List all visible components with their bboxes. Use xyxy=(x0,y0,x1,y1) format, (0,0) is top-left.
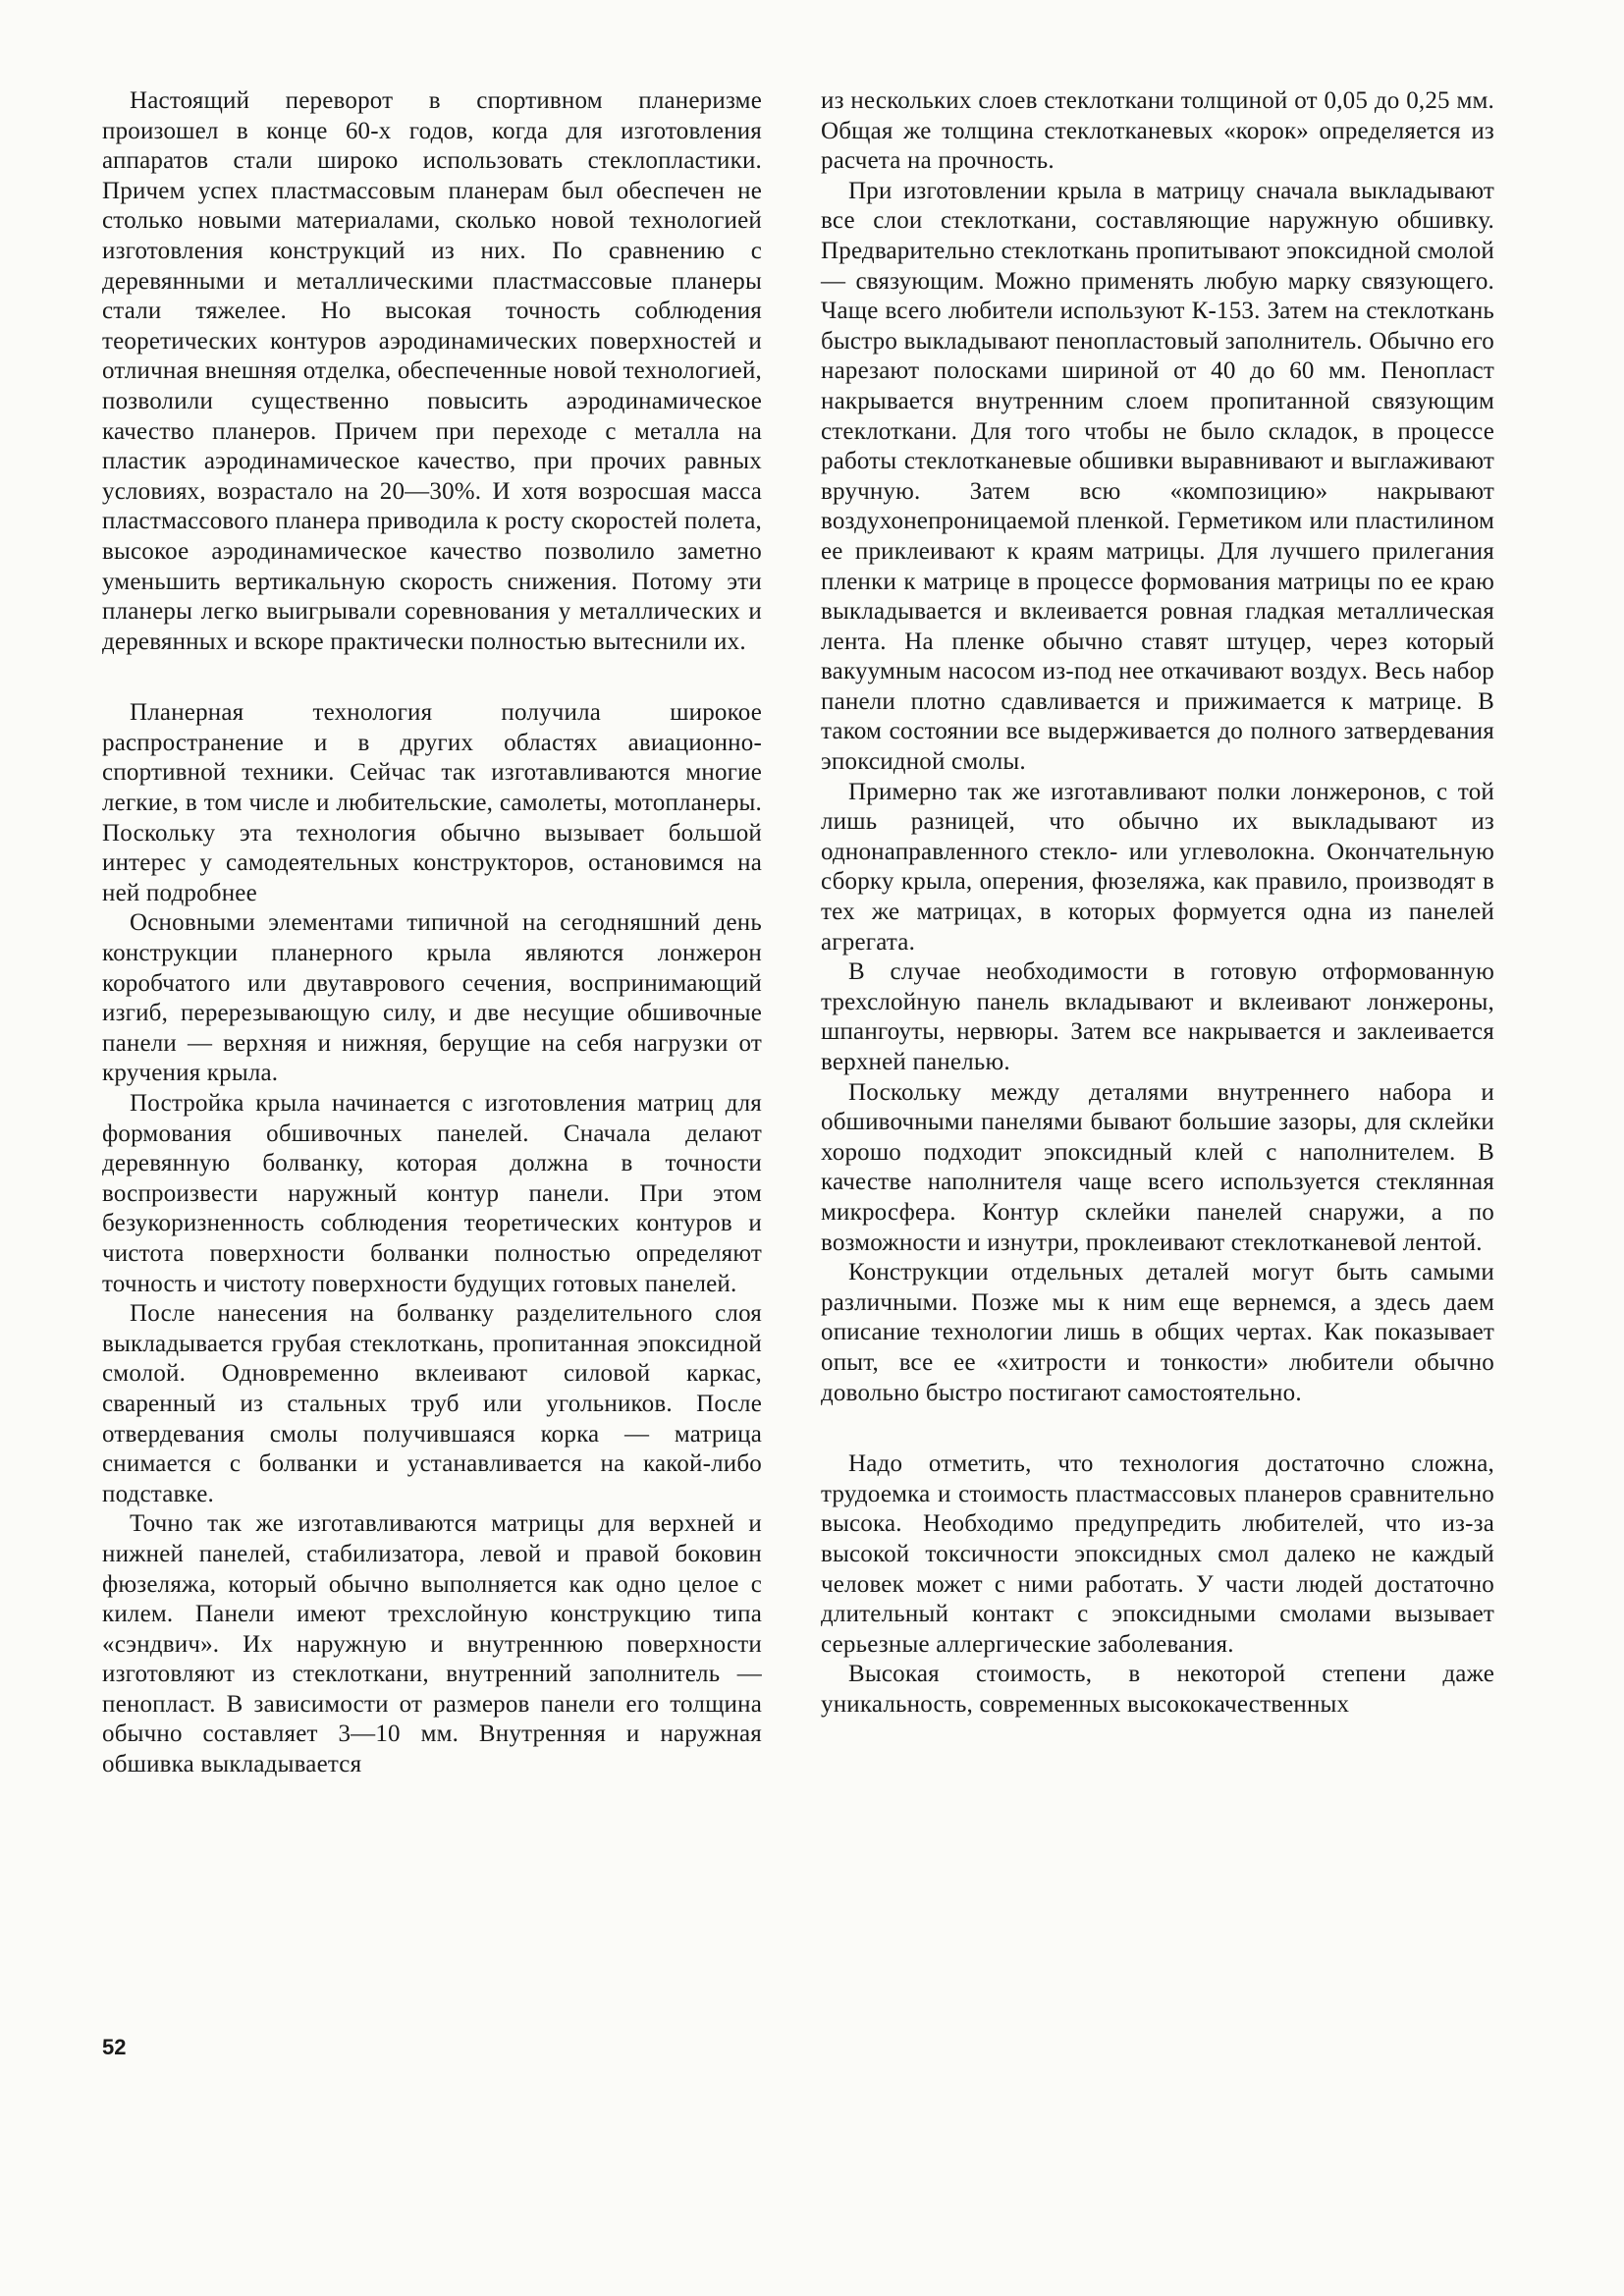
section-gap xyxy=(821,1408,1494,1449)
paragraph: Высокая стоимость, в некоторой степени даже уникальность, современных высококачественных xyxy=(821,1661,1494,1718)
right-column xyxy=(821,86,1494,1720)
paragraph: Поскольку между деталями внутреннего набора и обшивочными панелями бывают большие зазоры, для склейки хорошо подходит эпоксидный клей с наполнителем. В качестве наполнителя чаще всего используется стеклянная микросфера. Контур склейки панелей снаружи, а по возможности и изнутри, проклеивают стеклотканевой лентой. xyxy=(821,1078,1494,1256)
section-gap xyxy=(102,657,762,698)
paragraph: Основными элементами типичной на сегодняшний день конструкции планерного крыла являются лонжерон коробчатого или двутаврового сечения, воспринимающий изгиб, перерезывающую силу, и две несущие обшивочные панели — верхняя и нижняя, берущие на себя нагрузки от кручения крыла. xyxy=(102,909,762,1087)
paragraph: Постройка крыла начинается с изготовления матриц для формования обшивочных панелей. Сначала делают деревянную болванку, которая должна в точности воспроизвести наружный контур панели. При этом безукоризненность соблюдения теоретических контуров и чистота поверхности болванки полностью определяют точность и чистоту поверхности будущих готовых панелей. xyxy=(102,1090,762,1297)
left-column xyxy=(102,86,762,1780)
paragraph: При изготовлении крыла в матрицу сначала выкладывают все слои стеклоткани, составляющие наружную обшивку. Предварительно стеклоткань пропитывают эпоксидной смолой — связующим. Можно применять любую марку связующего. Чаще всего любители используют К-153. Затем на стеклоткань быстро выкладывают пенопластовый заполнитель. Обычно его нарезают полосками шириной от 40 до 60 мм. Пенопласт накрывается внутренним слоем пропитанной связующим стеклоткани. Для того чтобы не было складок, в процессе работы стеклотканевые обшивки выравнивают и выглаживают вручную. Затем всю «композицию» накрывают воздухонепроницаемой пленкой. Герметиком или пластилином ее приклеивают к краям матрицы. Для лучшего прилегания пленки к матрице в процессе формования матрицы по ее краю выкладывается и вклеивается ровная гладкая металлическая лента. На пленке обычно ставят штуцер, через который вакуумным насосом из-под нее откачивают воздух. Весь набор панели плотно сдавливается и прижимается к матрице. В таком состоянии все выдерживается до полного затвердевания эпоксидной смолы. xyxy=(821,177,1494,776)
paragraph: Точно так же изготавливаются матрицы для верхней и нижней панелей, стабилизатора, левой и правой боковин фюзеляжа, который обычно выполняется как одно целое с килем. Панели имеют трехслойную конструкцию типа «сэндвич». Их наружную и внутреннюю поверхности изготовляют из стеклоткани, внутренний заполнитель — пенопласт. В зависимости от размеров панели его толщина обычно составляет 3—10 мм. Внутренняя и наружная обшивка выкладывается xyxy=(102,1510,762,1778)
page-number: 52 xyxy=(102,2035,127,2059)
paragraph: из нескольких слоев стеклоткани толщиной от 0,05 до 0,25 мм. Общая же толщина стеклотканевых «корок» определяется из расчета на прочность. xyxy=(821,87,1494,175)
paragraph: Настоящий переворот в спортивном планеризме произошел в конце 60-х годов, когда для изготовления аппаратов стали широко использовать стеклопластики. Причем успех пластмассовым планерам был обеспечен не столько новыми материалами, сколько новой технологией изготовления конструкций из них. По сравнению с деревянными и металлическими пластмассовые планеры стали тяжелее. Но высокая точность соблюдения теоретических контуров аэродинамических поверхностей и отличная внешняя отделка, обеспеченные новой технологией, позволили существенно повысить аэродинамическое качество планеров. Причем при переходе с металла на пластик аэродинамическое качество, при прочих равных условиях, возрастало на 20—30%. И хотя возросшая масса пластмассового планера приводила к росту скоростей полета, высокое аэродинамическое качество позволило заметно уменьшить вертикальную скорость снижения. Потому эти планеры легко выигрывали соревнования у металлических и деревянных и вскоре практически полностью вытеснили их. xyxy=(102,87,762,655)
paragraph: Надо отметить, что технология достаточно сложна, трудоемка и стоимость пластмассовых планеров сравнительно высока. Необходимо предупредить любителей, что из-за высокой токсичности эпоксидных смол далеко не каждый человек может с ними работать. У части людей достаточно длительный контакт с эпоксидными смолами вызывает серьезные аллергические заболевания. xyxy=(821,1450,1494,1658)
paragraph: Конструкции отдельных деталей могут быть самыми различными. Позже мы к ним еще вернемся, а здесь даем описание технологии лишь в общих чертах. Как показывает опыт, все ее «хитрости и тонкости» любители обычно довольно быстро постигают самостоятельно. xyxy=(821,1259,1494,1406)
paragraph: После нанесения на болванку разделительного слоя выкладывается грубая стеклоткань, пропитанная эпоксидной смолой. Одновременно вклеивают силовой каркас, сваренный из стальных труб или угольников. После отвердевания смолы получившаяся корка — матрица снимается с болванки и устанавливается на какой-либо подставке. xyxy=(102,1300,762,1507)
paragraph: Планерная технология получила широкое распространение и в других областях авиационно-спортивной техники. Сейчас так изготавливаются многие легкие, в том числе и любительские, самолеты, мотопланеры. Поскольку эта технология обычно вызывает большой интерес у самодеятельных конструкторов, остановимся на ней подробнее xyxy=(102,699,762,906)
paragraph: Примерно так же изготавливают полки лонжеронов, с той лишь разницей, что обычно их выкладывают из однонаправленного стекло- или углеволокна. Окончательную сборку крыла, оперения, фюзеляжа, как правило, производят в тех же матрицах, в которых формуется одна из панелей агрегата. xyxy=(821,778,1494,956)
paragraph: В случае необходимости в готовую отформованную трехслойную панель вкладывают и вклеивают лонжероны, шпангоуты, нервюры. Затем все накрывается и заклеивается верхней панелью. xyxy=(821,958,1494,1075)
